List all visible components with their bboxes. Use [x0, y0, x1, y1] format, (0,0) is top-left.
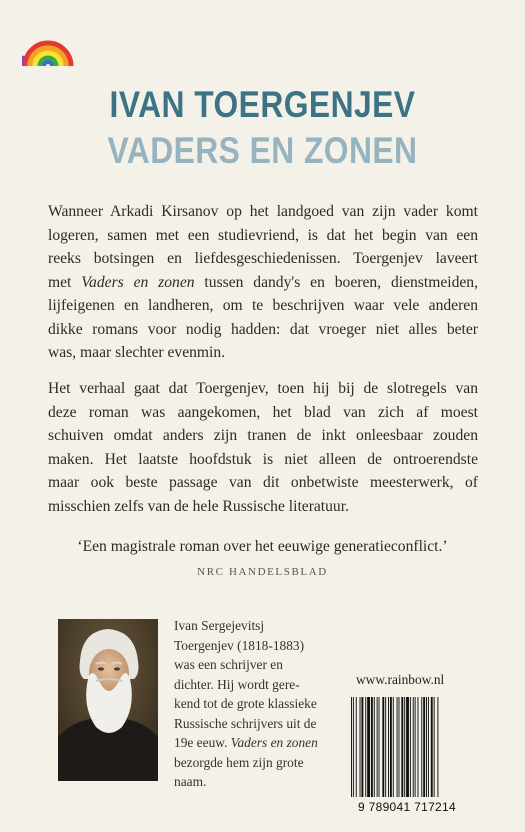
blurb-line: misschien zelfs van de hele Russische literatuur.: [48, 497, 349, 515]
barcode-bar: [437, 697, 438, 797]
review-source: NRC HANDELSBLAD: [197, 566, 328, 578]
publisher-url[interactable]: www.rainbow.nl: [356, 672, 445, 687]
title-italic: Vaders en zonen: [230, 735, 318, 750]
barcode-bar: [434, 697, 435, 797]
barcode-bar: [360, 697, 361, 797]
bio-line: naam.: [174, 774, 207, 789]
bio-line: was een schrijver en: [174, 657, 283, 672]
author-portrait-image: [58, 619, 158, 781]
barcode-bar: [397, 697, 398, 797]
bio-line: kend tot de grote klassieke: [174, 696, 317, 711]
barcode-bar: [415, 697, 416, 797]
bio-line: bezorgde hem zijn grote: [174, 754, 304, 770]
blurb-line: schuiven omdat anders zijn tranen de inkt onleesbaar zouden: [48, 427, 478, 444]
barcode-bar: [385, 697, 386, 797]
barcode-bar: [426, 697, 427, 797]
barcode-bar: [371, 697, 373, 797]
barcode-bar: [365, 697, 366, 797]
blurb-paragraph-1: [48, 200, 478, 365]
barcode-bar: [379, 697, 380, 797]
barcode-bar: [374, 697, 375, 797]
barcode-bar: [401, 697, 403, 797]
author-bio: [174, 616, 334, 792]
title-italic: Vaders en zonen: [81, 273, 195, 291]
barcode-bar: [399, 697, 400, 797]
bio-line: dichter. Hij wordt gere-: [174, 676, 300, 692]
bio-line: Russische schrijvers uit de: [174, 715, 317, 731]
book-title: VADERS EN ZONEN: [107, 130, 418, 171]
barcode-bar: [351, 697, 352, 797]
barcode-bar: [421, 697, 422, 797]
rainbow-logo-icon: [22, 20, 74, 68]
blurb-line: Het verhaal gaat dat Toergenjev, toen hij bij de slotregels van: [48, 380, 478, 397]
bio-line: Ivan Sergejevitsj: [174, 618, 265, 633]
barcode-bar: [356, 697, 357, 797]
blurb-line: met Vaders en zonen tussen dandy's en boeren, dienstmeiden,: [48, 273, 478, 291]
barcode-bar: [413, 697, 414, 797]
barcode-bar: [423, 697, 425, 797]
blurb-line: maken. Het laatste hoofdstuk is niet alleen de ontroerendste: [48, 450, 478, 468]
blurb-line: maar ook beste passage van dit onbetwiste meesterwerk, of: [48, 474, 478, 491]
barcode-bar: [377, 697, 378, 797]
review-quote: ‘Een magistrale roman over het eeuwige generatieconflict.’: [77, 538, 448, 555]
isbn-barcode: [349, 697, 465, 801]
barcode-bar: [388, 697, 389, 797]
barcode-bar: [410, 697, 411, 797]
barcode-bar: [428, 697, 429, 797]
barcode-bar: [431, 697, 433, 797]
barcode-bar: [418, 697, 419, 797]
blurb-line: logeren, samen met een studievriend, is dat het begin van een: [48, 226, 478, 244]
barcode-bar: [361, 697, 363, 797]
bio-line: 19e eeuw. Vaders en zonen: [174, 735, 318, 750]
barcode-bar: [382, 697, 384, 797]
blurb-line: reeks botsingen en liefdesgeschiedenissen. Toergenjev laveert: [48, 250, 478, 267]
blurb-line: was, maar slechter evenmin.: [48, 344, 226, 361]
isbn-number: 9 789041 717214: [358, 800, 456, 814]
blurb-line: Wanneer Arkadi Kirsanov op het landgoed van zijn vader komt: [48, 203, 478, 220]
barcode-bar: [390, 697, 392, 797]
author-name: IVAN TOERGENJEV: [109, 84, 416, 125]
blurb-line: lijfeigenen en landheren, om te beschrijven waar vele anderen: [48, 297, 478, 314]
barcode-bar: [393, 697, 394, 797]
barcode-bar: [353, 697, 354, 797]
barcode-bar: [367, 697, 370, 797]
blurb-line: deze roman was aangekomen, het blad van zich af moest: [48, 403, 478, 421]
bio-line: Toergenjev (1818-1883): [174, 637, 305, 653]
blurb-line: dikke romans voor nodig hadden: dat vroeger niet alles beter: [48, 320, 478, 338]
blurb-paragraph-2: [48, 377, 478, 518]
barcode-bar: [406, 697, 409, 797]
barcode-bar: [404, 697, 405, 797]
